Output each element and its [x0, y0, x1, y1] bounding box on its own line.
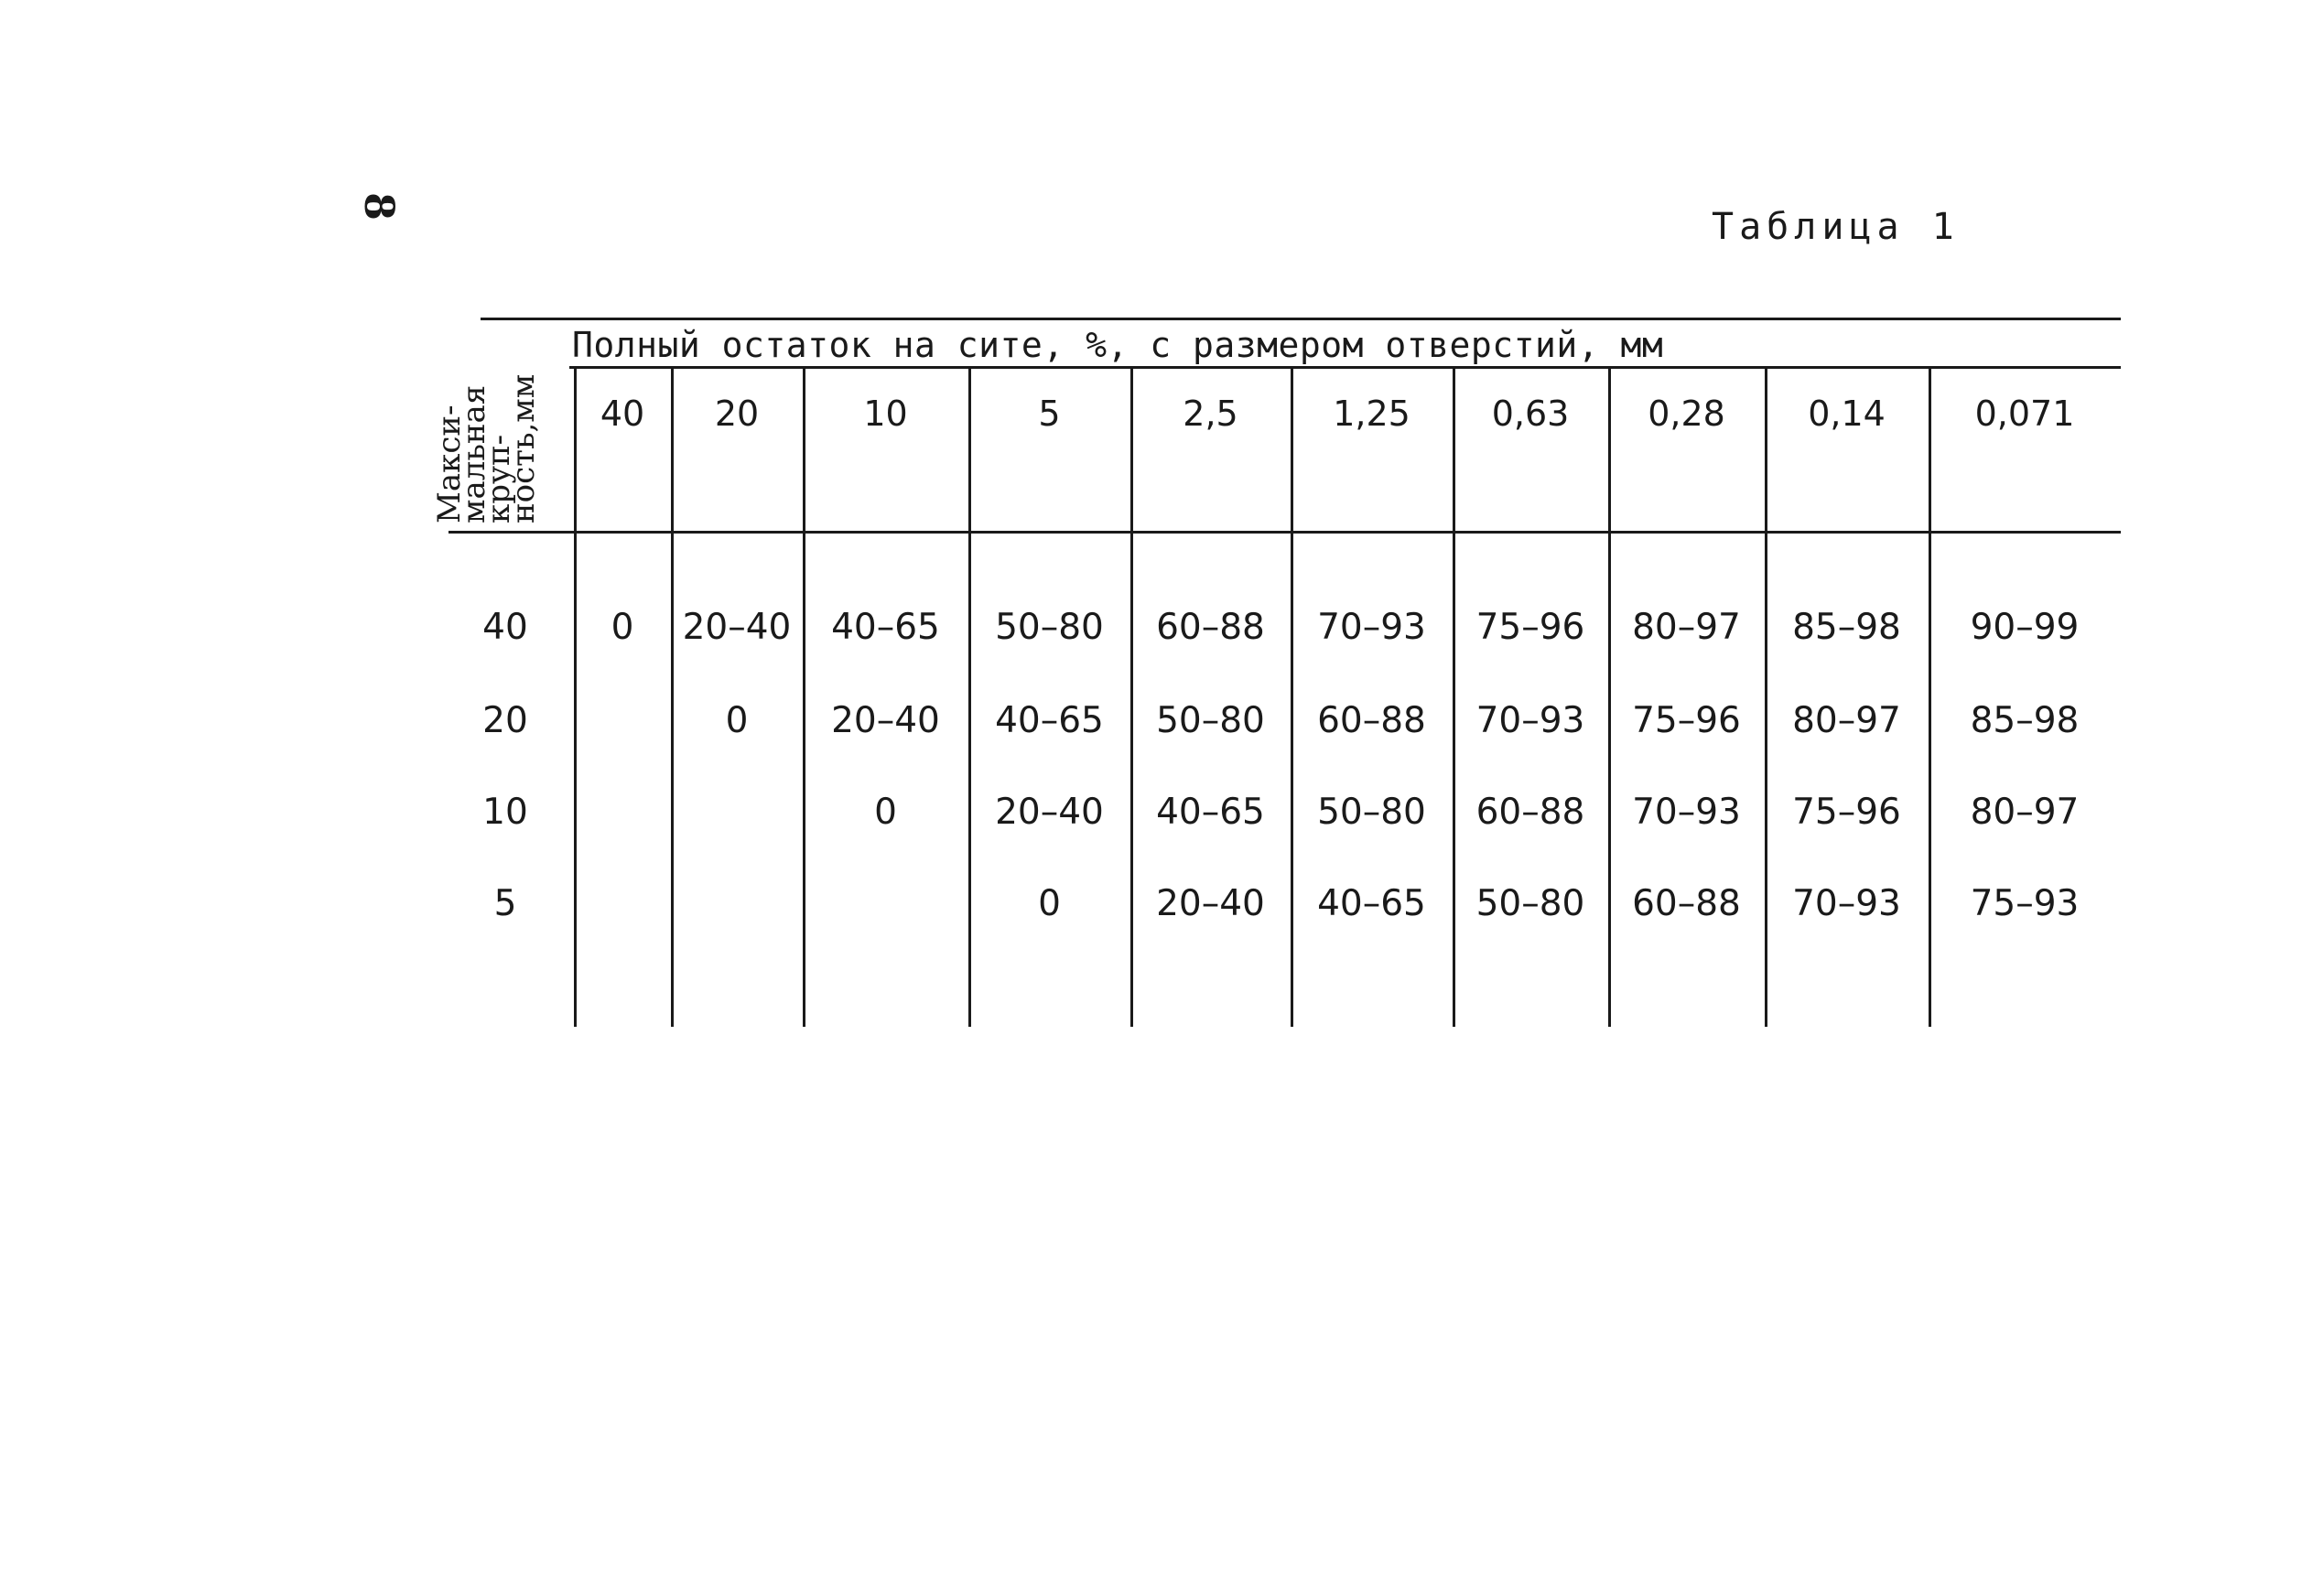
table-cell: 20–40: [995, 792, 1104, 833]
table-cell: 70–93: [1632, 792, 1741, 833]
column-divider: [574, 369, 577, 1027]
table-cell: 0: [611, 607, 634, 648]
table-cell: 50–80: [1475, 883, 1585, 924]
column-divider: [1608, 369, 1611, 1027]
column-header: 0,63: [1491, 394, 1570, 434]
table-cell: 0: [874, 792, 897, 833]
table-cell: 70–93: [1317, 607, 1426, 648]
column-header: 0,28: [1648, 394, 1725, 434]
column-header: 40: [600, 394, 645, 434]
table-cell: 40–65: [995, 700, 1104, 741]
table-cell: 80–97: [1970, 792, 2080, 833]
table-cell: 40–65: [1156, 792, 1265, 833]
column-divider: [1929, 369, 1931, 1027]
column-header: 10: [863, 394, 908, 434]
table-cell: 0: [725, 700, 749, 741]
column-header: 1,25: [1333, 394, 1410, 434]
column-divider: [1291, 369, 1293, 1027]
table-cell: 70–93: [1792, 883, 1901, 924]
table-cell: 90–99: [1970, 607, 2080, 648]
table-cell: 20–40: [1156, 883, 1265, 924]
table-cell: 75–96: [1792, 792, 1901, 833]
table-cell: 50–80: [1156, 700, 1265, 741]
column-group-header: Полный остаток на сите, %, с размером отверстий, мм: [572, 325, 1664, 365]
table-cell: 50–80: [995, 607, 1104, 648]
table-cell: 20–40: [682, 607, 792, 648]
row-label: 5: [493, 883, 517, 924]
table-cell: 60–88: [1632, 883, 1741, 924]
row-label: 40: [482, 607, 528, 648]
column-divider: [1453, 369, 1455, 1027]
table-cell: 50–80: [1317, 792, 1426, 833]
table-cell: 80–97: [1632, 607, 1741, 648]
column-divider: [671, 369, 674, 1027]
table-cell: 75–93: [1970, 883, 2080, 924]
page-number: 8: [354, 192, 402, 221]
column-divider: [968, 369, 971, 1027]
header-bottom-rule: [449, 531, 2121, 534]
table-cell: 85–98: [1792, 607, 1901, 648]
table-top-rule: [481, 318, 2121, 320]
column-divider: [1130, 369, 1133, 1027]
table-cell: 70–93: [1475, 700, 1585, 741]
column-header: 0,071: [1974, 394, 2075, 434]
table-cell: 85–98: [1970, 700, 2080, 741]
table-cell: 0: [1038, 883, 1061, 924]
column-divider: [1765, 369, 1767, 1027]
row-header-label: Макси- мальная круп- ность,мм: [431, 373, 542, 523]
column-divider: [803, 369, 805, 1027]
table-cell: 20–40: [831, 700, 940, 741]
table-cell: 40–65: [1317, 883, 1426, 924]
table-caption: Таблица 1: [1712, 206, 1960, 248]
table-cell: 60–88: [1156, 607, 1265, 648]
column-header: 5: [1038, 394, 1061, 434]
table-cell: 75–96: [1632, 700, 1741, 741]
column-header: 20: [714, 394, 760, 434]
table-cell: 60–88: [1317, 700, 1426, 741]
table-cell: 75–96: [1475, 607, 1585, 648]
column-header: 0,14: [1808, 394, 1886, 434]
table-cell: 40–65: [831, 607, 940, 648]
table-cell: 80–97: [1792, 700, 1901, 741]
column-header: 2,5: [1183, 394, 1238, 434]
table-cell: 60–88: [1475, 792, 1585, 833]
row-label: 20: [482, 700, 528, 741]
row-label: 10: [482, 792, 528, 833]
